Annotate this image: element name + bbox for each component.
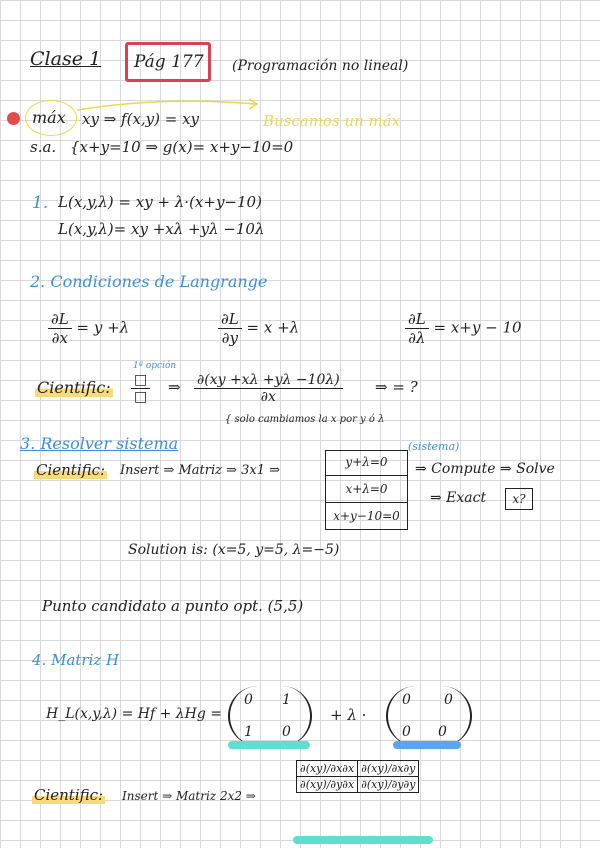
red-dot-marker (7, 112, 20, 125)
step3-title: 3. Resolver sistema (20, 434, 179, 453)
matrix-row-2: x+λ=0 (326, 482, 407, 503)
insert-matrix-2x2-path: Insert ⇒ Matriz 2x2 ⇒ (122, 789, 256, 803)
objective-function: xy ⇒ f(x,y) = xy (82, 110, 200, 128)
step2-title: 2. Condiciones de Langrange (30, 272, 268, 291)
solution-text: Solution is: (x=5, y=5, λ=−5) (128, 542, 340, 558)
m2-a22: 0 (438, 724, 447, 740)
insert-matrix-path: Insert ⇒ Matriz ⇒ 3x1 ⇒ (120, 463, 281, 478)
cientific-label-1: Cientific: (37, 378, 111, 397)
constraint-equation: {x+y=10 ⇒ g(x)= x+y−10=0 (70, 138, 294, 156)
matrix-2-parens (386, 686, 472, 746)
big-partial-fraction: $\frac{\partial(xy +x\lambda +y\lambda -10\lambda)}{\partial x}$ (194, 372, 343, 405)
substitution-comment: { solo cambiamos la x por y ó λ (225, 414, 385, 425)
m1-a22: 0 (282, 724, 291, 740)
second-derivative-grid (296, 760, 419, 793)
grid-cell-yx: ∂(xy)/∂y∂x (297, 777, 358, 793)
matrix-2-highlight (393, 741, 461, 749)
grid-cell-xy: ∂(xy)/∂x∂y (358, 761, 419, 777)
matrix-row-3: x+y−10=0 (333, 509, 400, 523)
candidate-point: Punto candidato a punto opt. (5,5) (42, 597, 304, 615)
partial-y: $\frac{\partial L}{\partial y}$ = x +λ (218, 310, 299, 347)
system-matrix (325, 450, 408, 530)
class-title: Clase 1 (30, 48, 102, 70)
lagrangian-line1: L(x,y,λ) = xy + λ·(x+y−10) (58, 193, 262, 211)
exact-path: ⇒ Exact (430, 490, 487, 506)
subtitle: (Programación no lineal) (232, 58, 409, 74)
step4-title: 4. Matriz H (32, 651, 120, 669)
partial-x: $\frac{\partial L}{\partial x}$ = y +λ (48, 310, 129, 347)
page-number: Pág 177 (134, 52, 204, 72)
compute-solve-path: ⇒ Compute ⇒ Solve (415, 461, 555, 477)
m2-a12: 0 (444, 692, 453, 708)
matrix-1-highlight (228, 741, 310, 749)
cientific-label-2: Cientific: (36, 461, 106, 479)
m1-a21: 1 (244, 724, 253, 740)
m1-a11: 0 (244, 692, 253, 708)
hessian-lhs: H_L(x,y,λ) = Hf + λHg = (46, 706, 223, 722)
result-question: ⇒ = ? (375, 378, 418, 396)
note-buscamos-max: Buscamos un máx (263, 112, 401, 130)
sistema-note: (sistema) (408, 440, 460, 453)
option-note: 1ª opción (133, 361, 177, 371)
matrix-row-1: y+λ=0 (326, 455, 407, 476)
grid-highlight (293, 836, 433, 844)
plus-lambda: + λ · (330, 706, 367, 724)
max-label: máx (32, 108, 66, 127)
m2-a21: 0 (402, 724, 411, 740)
step1-number: 1. (32, 193, 49, 213)
arrow-icon-1: ⇒ (168, 378, 181, 396)
constraint-label: s.a. (30, 138, 57, 156)
grid-cell-yy: ∂(xy)/∂y∂y (358, 777, 419, 793)
grid-cell-xx: ∂(xy)/∂x∂x (297, 761, 358, 777)
partial-lambda: $\frac{\partial L}{\partial\lambda}$ = x+y − 10 (405, 310, 522, 347)
arrow-to-note-icon (75, 96, 265, 116)
m1-a12: 1 (282, 692, 291, 708)
matrix-1-parens (228, 686, 312, 746)
cientific-label-3: Cientific: (34, 786, 104, 804)
lagrangian-line2: L(x,y,λ)= xy +xλ +yλ −10λ (58, 220, 265, 238)
fraction-icon: $\frac{□}{□}$ (131, 372, 150, 405)
exact-box: x? (505, 488, 533, 510)
m2-a11: 0 (402, 692, 411, 708)
